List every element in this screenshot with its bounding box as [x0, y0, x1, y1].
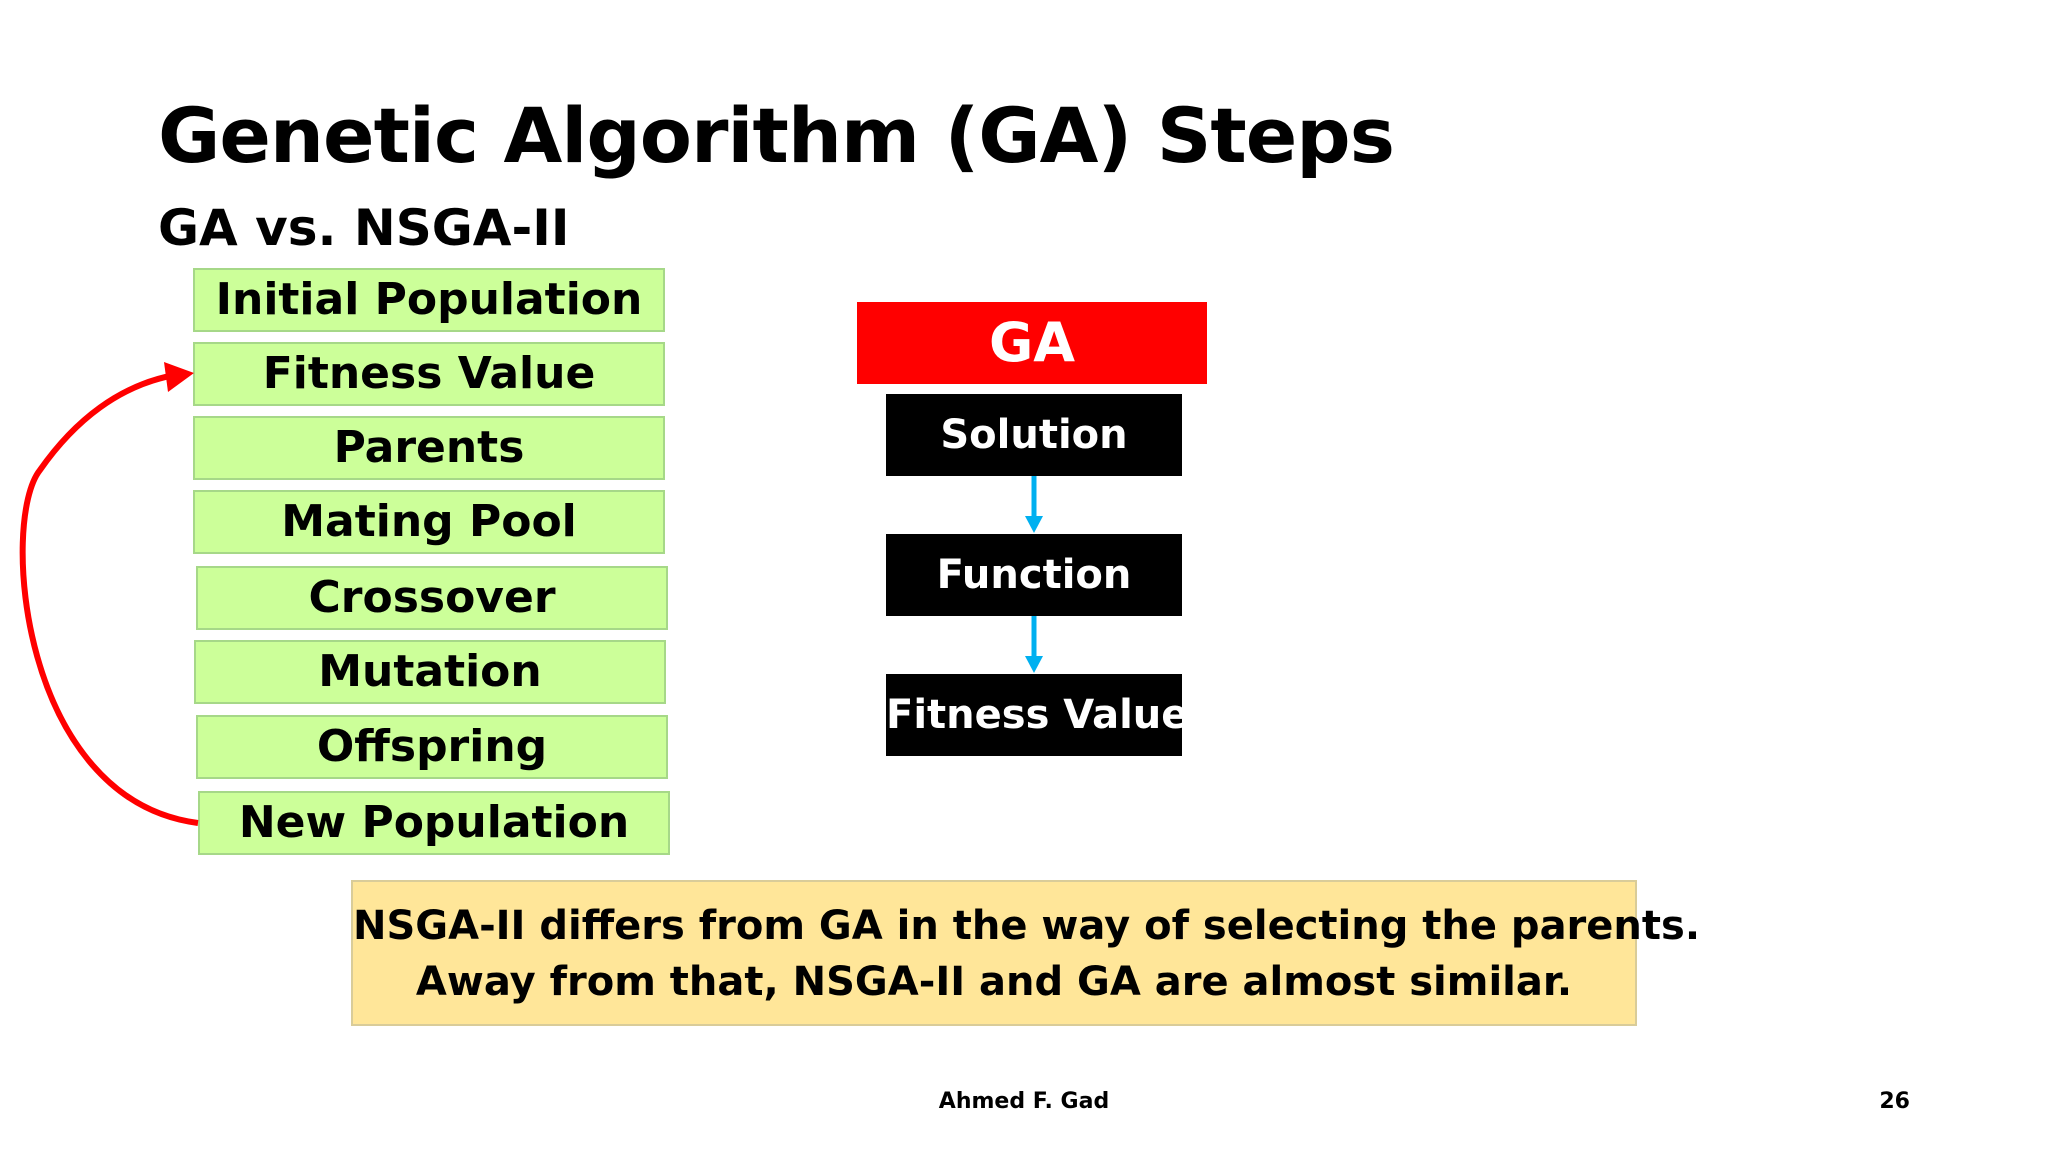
note-line-1: NSGA-II differs from GA in the way of selecting the parents. — [353, 903, 1701, 949]
slide-page-number: 26 — [1879, 1089, 1910, 1114]
flow-box-function: Function — [886, 534, 1182, 616]
note-line-2: Away from that, NSGA-II and GA are almost similar. — [415, 959, 1573, 1005]
step-parents: Parents — [193, 416, 665, 480]
loop-back-arrowhead — [164, 362, 194, 392]
flow-box-solution: Solution — [886, 394, 1182, 476]
step-new-population: New Population — [198, 791, 670, 855]
step-fitness-value: Fitness Value — [193, 342, 665, 406]
step-mutation: Mutation — [194, 640, 666, 704]
loop-back-arrow — [23, 375, 198, 823]
slide-subtitle: GA vs. NSGA-II — [158, 199, 570, 257]
step-mating-pool: Mating Pool — [193, 490, 665, 554]
note-box — [351, 880, 1701, 1026]
flow-arrowhead-solution-function — [1025, 516, 1043, 533]
step-initial-population: Initial Population — [193, 268, 665, 332]
ga-header: GA — [857, 302, 1207, 384]
flow-arrowhead-function-fitness — [1025, 656, 1043, 673]
step-crossover: Crossover — [196, 566, 668, 630]
slide-title: Genetic Algorithm (GA) Steps — [158, 91, 1394, 180]
flow-box-fitness-value: Fitness Value — [886, 674, 1182, 756]
footer-author: Ahmed F. Gad — [938, 1089, 1110, 1114]
step-offspring: Offspring — [196, 715, 668, 779]
